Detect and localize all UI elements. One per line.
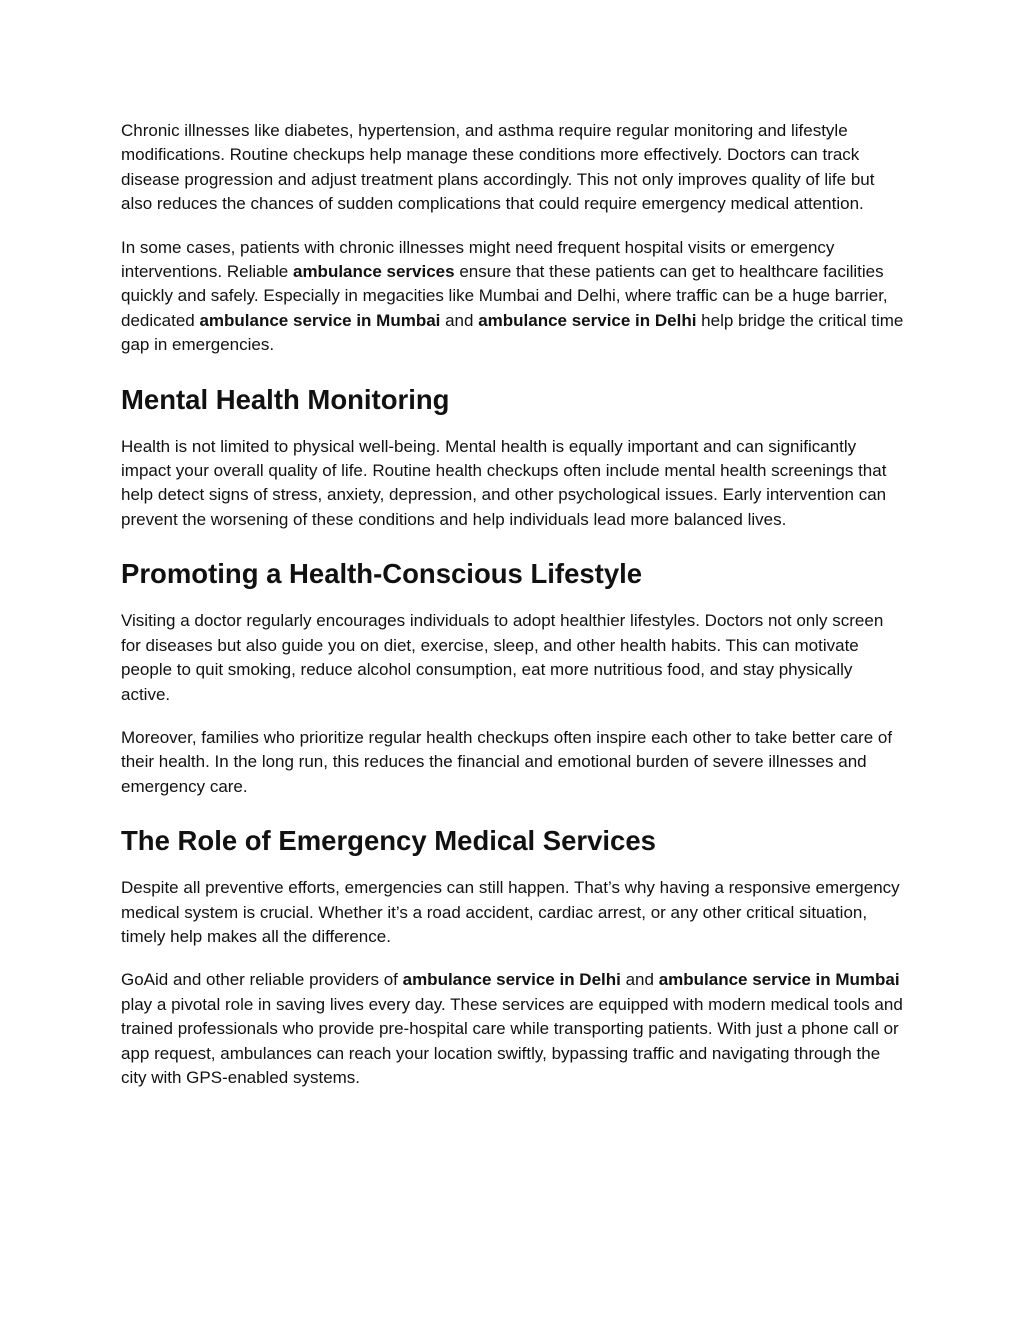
text-run: and xyxy=(440,310,479,330)
text-run: In some cases, patients with chronic illnesses might need frequent hospital visits or emergency interventions. Reliable xyxy=(121,237,835,282)
text-run: and xyxy=(620,970,659,990)
heading-mental-health: Mental Health Monitoring xyxy=(121,383,450,415)
bold-ambulance-mumbai: ambulance service in Mumbai xyxy=(658,970,900,990)
bold-ambulance-services: ambulance services xyxy=(292,262,455,282)
paragraph-emergency-2 xyxy=(121,968,906,1090)
paragraph-lifestyle-2: Moreover, families who prioritize regular health checkups often inspire each other to take better care of their health. In the long run, this reduces the financial and emotional burden of severe illnesses and emergency care. xyxy=(121,727,893,796)
paragraph-chronic-illnesses: Chronic illnesses like diabetes, hypertension, and asthma require regular monitoring and lifestyle modifications. Routine checkups help manage these conditions more effectively. Doctors can track disease progression and adjust treatment plans accordingly. This not only improves quality of life but also reduces the chances of sudden complications that could require emergency medical attention. xyxy=(121,121,875,214)
text-run: ensure that these patients can get to healthcare facilities quickly and safely. Especially in megacities like Mumbai and Delhi, where traffic can be a huge barrier, dedicated xyxy=(121,262,888,330)
text-run: help bridge the critical time gap in emergencies. xyxy=(121,310,904,355)
heading-lifestyle: Promoting a Health-Conscious Lifestyle xyxy=(121,558,643,590)
text-run: play a pivotal role in saving lives every day. These services are equipped with modern medical tools and trained professionals who provide pre-hospital care while transporting patients. With just a phone call or app request, ambulances can reach your location swiftly, bypassing traffic and navigating through the city with GPS-enabled systems. xyxy=(121,994,903,1087)
text-run: GoAid and other reliable providers of xyxy=(121,970,403,990)
heading-emergency-services: The Role of Emergency Medical Services xyxy=(121,825,656,857)
bold-ambulance-delhi: ambulance service in Delhi xyxy=(402,970,621,990)
paragraph-mental-health: Health is not limited to physical well-being. Mental health is equally important and can significantly impact your overall quality of life. Routine health checkups often include mental health screenings that help detect signs of stress, anxiety, depression, and other psychological issues. Early intervention can prevent the worsening of these conditions and help individuals lead more balanced lives. xyxy=(121,436,887,529)
bold-ambulance-delhi: ambulance service in Delhi xyxy=(478,310,697,330)
paragraph-ambulance-chronic xyxy=(121,236,906,358)
paragraph-emergency-1: Despite all preventive efforts, emergencies can still happen. That’s why having a responsive emergency medical system is crucial. Whether it’s a road accident, cardiac arrest, or any other critical situation, timely help makes all the difference. xyxy=(121,878,900,946)
document-page xyxy=(121,119,906,1109)
paragraph-lifestyle-1: Visiting a doctor regularly encourages individuals to adopt healthier lifestyles. Doctors not only screen for diseases but also guide you on diet, exercise, sleep, and other health habits. This can motivate people to quit smoking, reduce alcohol consumption, eat more nutritious food, and stay physically active. xyxy=(121,611,884,704)
bold-ambulance-mumbai: ambulance service in Mumbai xyxy=(199,310,441,330)
